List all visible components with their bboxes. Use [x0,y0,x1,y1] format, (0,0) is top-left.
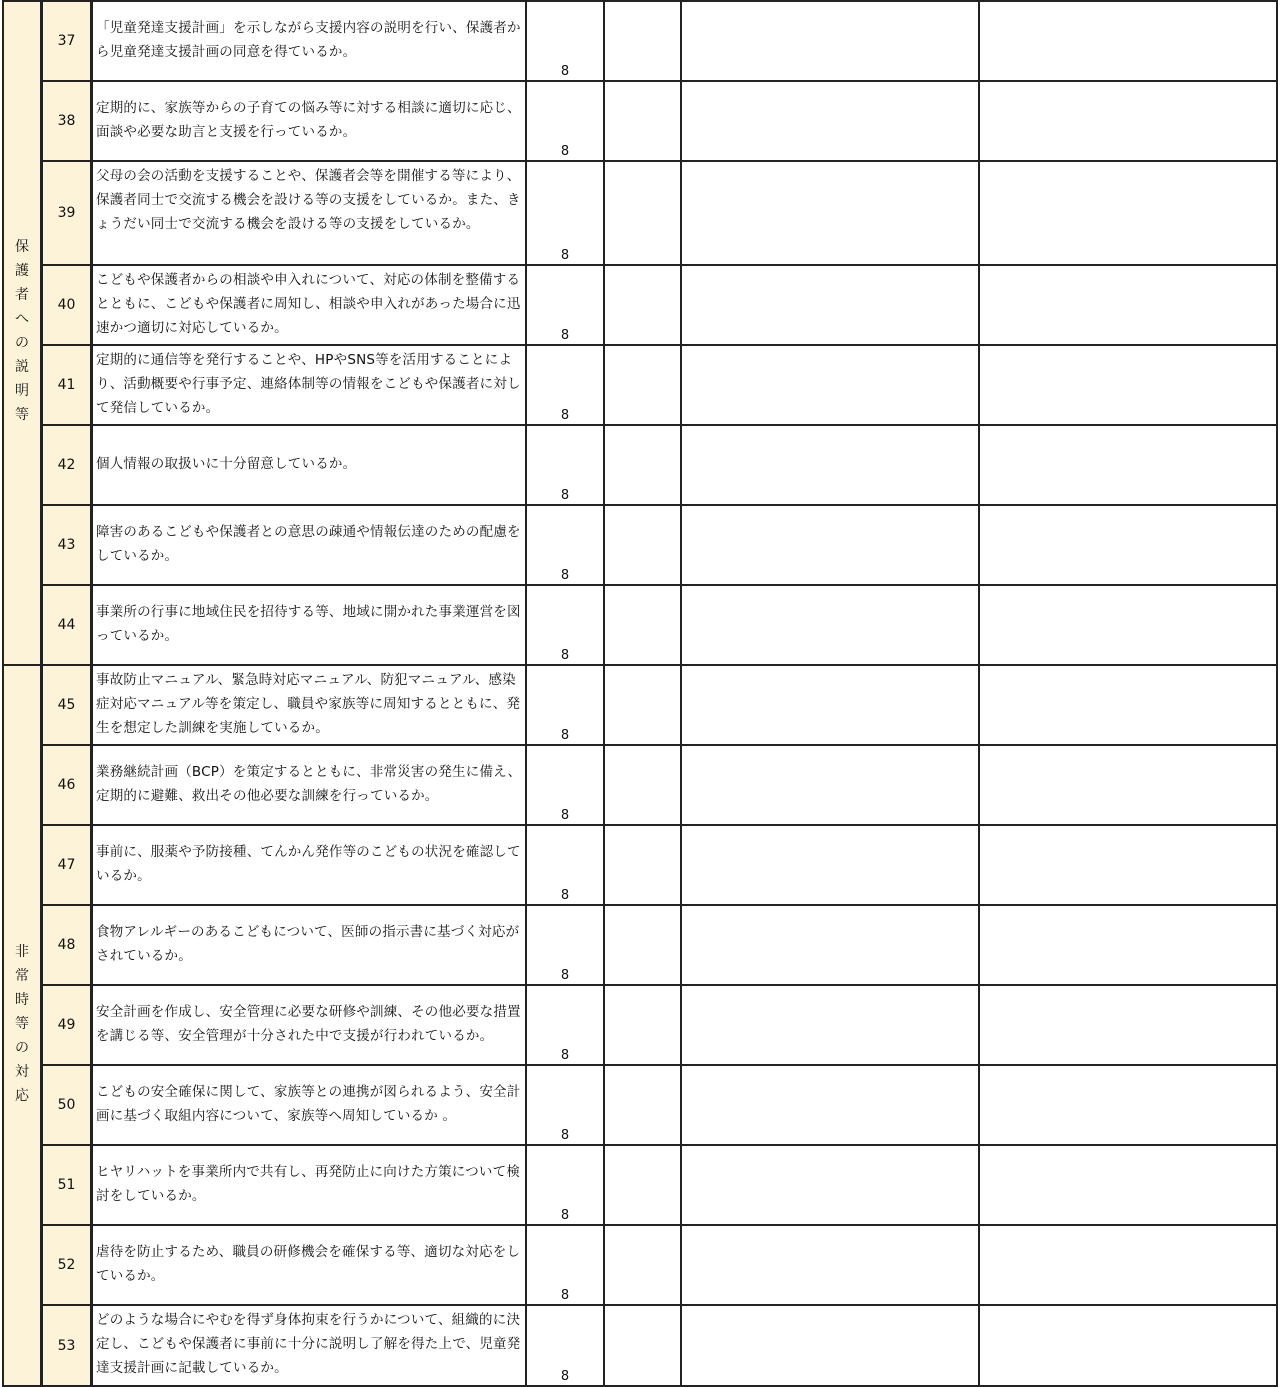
blank-cell-a[interactable] [603,1064,682,1146]
score-value: 8 [560,328,570,343]
score-cell [525,160,605,266]
blank-cell-b[interactable] [680,1064,980,1146]
blank-cell-a[interactable] [603,664,682,746]
score-value: 8 [560,248,570,263]
section-label-char: 対 [15,1063,29,1080]
item-question: 安全計画を作成し、安全管理に必要な研修や訓練、その他必要な措置を講じる等、安全管理が十分された中で支援が行われているか。 [91,984,527,1066]
item-number: 43 [41,504,92,586]
item-question: 食物アレルギーのあるこどもについて、医師の指示書に基づく対応がされているか。 [91,904,527,986]
blank-cell-a[interactable] [603,1224,682,1306]
section-label-char: 護 [15,263,29,279]
item-question: 障害のあるこどもや保護者との意思の疎通や情報伝達のための配慮をしているか。 [91,504,527,586]
score-value: 8 [560,1208,570,1223]
item-number: 37 [41,0,92,82]
blank-cell-c[interactable] [978,584,1278,666]
score-cell [525,584,605,666]
section-label-char: 明 [15,383,29,399]
blank-cell-b[interactable] [680,1144,980,1226]
section-label-char: 等 [15,1015,29,1032]
blank-cell-a[interactable] [603,744,682,826]
item-question: 虐待を防止するため、職員の研修機会を確保する等、適切な対応をしているか。 [91,1224,527,1306]
item-number: 53 [41,1304,92,1387]
blank-cell-b[interactable] [680,664,980,746]
item-number: 40 [41,264,92,346]
blank-cell-a[interactable] [603,0,682,82]
blank-cell-b[interactable] [680,80,980,162]
section-label-char: 常 [15,967,29,984]
blank-cell-c[interactable] [978,984,1278,1066]
blank-cell-c[interactable] [978,160,1278,266]
blank-cell-a[interactable] [603,504,682,586]
blank-cell-b[interactable] [680,1304,980,1387]
section-label-char: 時 [15,991,29,1008]
blank-cell-b[interactable] [680,344,980,426]
section-label-char: 非 [15,943,29,960]
score-cell [525,0,605,82]
blank-cell-c[interactable] [978,504,1278,586]
blank-cell-c[interactable] [978,424,1278,506]
section-label-char: 等 [15,407,29,423]
blank-cell-c[interactable] [978,0,1278,82]
score-value: 8 [560,1048,570,1063]
blank-cell-c[interactable] [978,744,1278,826]
item-number: 47 [41,824,92,906]
blank-cell-a[interactable] [603,1304,682,1387]
item-number: 38 [41,80,92,162]
score-cell [525,80,605,162]
score-cell [525,904,605,986]
blank-cell-b[interactable] [680,584,980,666]
score-cell [525,1304,605,1387]
blank-cell-c[interactable] [978,1224,1278,1306]
item-number: 39 [41,160,92,266]
blank-cell-a[interactable] [603,80,682,162]
score-value: 8 [560,888,570,903]
item-question: 父母の会の活動を支援することや、保護者会等を開催する等により、保護者同士で交流する機会を設ける等の支援をしているか。また、きょうだい同士で交流する機会を設ける等の支援をしているか。 [91,160,527,266]
blank-cell-c[interactable] [978,1144,1278,1226]
item-number: 52 [41,1224,92,1306]
blank-cell-a[interactable] [603,1144,682,1226]
score-cell [525,1144,605,1226]
score-cell [525,424,605,506]
section-label [4,235,40,427]
blank-cell-b[interactable] [680,744,980,826]
item-question: こどもや保護者からの相談や申入れについて、対応の体制を整備するとともに、こどもや保護者に周知し、相談や申入れがあった場合に迅速かつ適切に対応しているか。 [91,264,527,346]
item-question: ヒヤリハットを事業所内で共有し、再発防止に向けた方策について検討をしているか。 [91,1144,527,1226]
score-cell [525,504,605,586]
item-number: 45 [41,664,92,746]
item-question: こどもの安全確保に関して、家族等との連携が図られるよう、安全計画に基づく取組内容について、家族等へ周知しているか 。 [91,1064,527,1146]
score-value: 8 [560,1288,570,1303]
item-number: 46 [41,744,92,826]
blank-cell-a[interactable] [603,264,682,346]
item-number: 42 [41,424,92,506]
blank-cell-a[interactable] [603,424,682,506]
score-cell [525,824,605,906]
blank-cell-c[interactable] [978,664,1278,746]
item-number: 41 [41,344,92,426]
blank-cell-c[interactable] [978,80,1278,162]
score-value: 8 [560,808,570,823]
score-value: 8 [560,64,570,79]
blank-cell-b[interactable] [680,1224,980,1306]
item-question: 事故防止マニュアル、緊急時対応マニュアル、防犯マニュアル、感染症対応マニュアル等を策定し、職員や家族等に周知するとともに、発生を想定した訓練を実施しているか。 [91,664,527,746]
blank-cell-b[interactable] [680,904,980,986]
score-value: 8 [560,648,570,663]
blank-cell-b[interactable] [680,424,980,506]
blank-cell-c[interactable] [978,824,1278,906]
blank-cell-a[interactable] [603,344,682,426]
item-question: どのような場合にやむを得ず身体拘束を行うかについて、組織的に決定し、こどもや保護者に事前に十分に説明し了解を得た上で、児童発達支援計画に記載しているか。 [91,1304,527,1387]
score-cell [525,264,605,346]
score-value: 8 [560,408,570,423]
blank-cell-b[interactable] [680,984,980,1066]
section-label-cell [2,0,42,666]
blank-cell-b[interactable] [680,264,980,346]
blank-cell-b[interactable] [680,824,980,906]
section-label-cell [2,664,42,1387]
item-question: 事業所の行事に地域住民を招待する等、地域に開かれた事業運営を図っているか。 [91,584,527,666]
section-label-char: 保 [15,239,29,255]
score-value: 8 [560,568,570,583]
blank-cell-b[interactable] [680,0,980,82]
section-label-char: 者 [15,287,29,303]
score-cell [525,664,605,746]
item-number: 48 [41,904,92,986]
score-value: 8 [560,488,570,503]
blank-cell-a[interactable] [603,904,682,986]
item-number: 50 [41,1064,92,1146]
item-question: 定期的に、家族等からの子育ての悩み等に対する相談に適切に応じ、面談や必要な助言と支援を行っているか。 [91,80,527,162]
score-cell [525,344,605,426]
blank-cell-b[interactable] [680,504,980,586]
section-label-char: 応 [15,1087,29,1104]
blank-cell-a[interactable] [603,984,682,1066]
item-number: 49 [41,984,92,1066]
section-label-char: 説 [15,359,29,375]
score-cell [525,984,605,1066]
blank-cell-a[interactable] [603,160,682,266]
blank-cell-a[interactable] [603,824,682,906]
blank-cell-a[interactable] [603,584,682,666]
item-question: 事前に、服薬や予防接種、てんかん発作等のこどもの状況を確認しているか。 [91,824,527,906]
score-cell [525,1224,605,1306]
score-cell [525,744,605,826]
score-value: 8 [560,1369,570,1384]
blank-cell-c[interactable] [978,1064,1278,1146]
score-cell [525,1064,605,1146]
item-question: 個人情報の取扱いに十分留意しているか。 [91,424,527,506]
blank-cell-b[interactable] [680,160,980,266]
section-label [4,940,40,1108]
item-question: 定期的に通信等を発行することや、HPやSNS等を活用することにより、活動概要や行事予定、連絡体制等の情報をこどもや保護者に対して発信しているか。 [91,344,527,426]
score-value: 8 [560,144,570,159]
item-number: 51 [41,1144,92,1226]
item-number: 44 [41,584,92,666]
section-label-char: の [15,335,29,351]
blank-cell-c[interactable] [978,904,1278,986]
blank-cell-c[interactable] [978,264,1278,346]
score-value: 8 [560,1128,570,1143]
blank-cell-c[interactable] [978,1304,1278,1387]
section-label-char: の [15,1039,29,1056]
section-label-char: へ [15,311,29,327]
score-value: 8 [560,728,570,743]
item-question: 「児童発達支援計画」を示しながら支援内容の説明を行い、保護者から児童発達支援計画の同意を得ているか。 [91,0,527,82]
blank-cell-c[interactable] [978,344,1278,426]
score-value: 8 [560,968,570,983]
item-question: 業務継続計画（BCP）を策定するとともに、非常災害の発生に備え、定期的に避難、救出その他必要な訓練を行っているか。 [91,744,527,826]
